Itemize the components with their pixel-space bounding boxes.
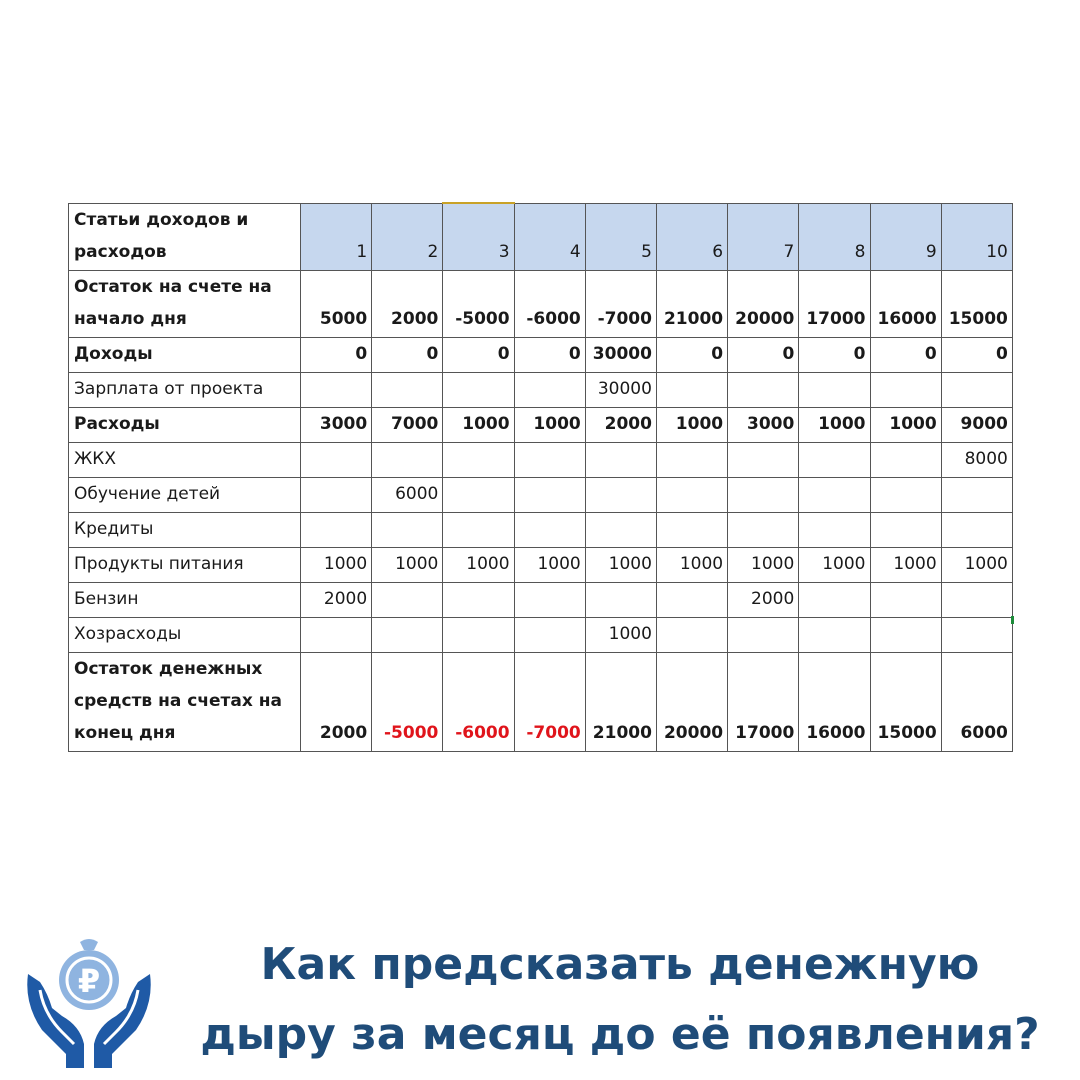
- day-header-cell: 8: [799, 203, 870, 270]
- value-cell: 6000: [941, 652, 1012, 751]
- day-header-cell: 7: [728, 203, 799, 270]
- value-cell: [870, 372, 941, 407]
- table-row: [69, 617, 1013, 652]
- value-cell: 1000: [870, 547, 941, 582]
- ruble-sign: ₽: [77, 962, 101, 1000]
- value-cell: 1000: [443, 407, 514, 442]
- value-cell: 1000: [514, 547, 585, 582]
- cash-flow-table: [68, 202, 1013, 752]
- header-label-cell: Статьи доходов и расходов: [69, 203, 301, 270]
- value-cell: 1000: [941, 547, 1012, 582]
- value-cell: 9000: [941, 407, 1012, 442]
- value-cell: [728, 512, 799, 547]
- value-cell: 0: [372, 337, 443, 372]
- value-cell: [656, 617, 727, 652]
- value-cell: [514, 372, 585, 407]
- day-header-cell: 4: [514, 203, 585, 270]
- value-cell: 3000: [301, 407, 372, 442]
- value-cell: [941, 512, 1012, 547]
- table-row: [69, 512, 1013, 547]
- table-row: [69, 270, 1013, 337]
- value-cell: [372, 372, 443, 407]
- table-row: [69, 337, 1013, 372]
- table-row: [69, 372, 1013, 407]
- value-cell: [656, 372, 727, 407]
- value-cell: [941, 477, 1012, 512]
- value-cell: [514, 477, 585, 512]
- value-cell: 17000: [728, 652, 799, 751]
- value-cell: [870, 512, 941, 547]
- value-cell: [656, 442, 727, 477]
- value-cell: [728, 617, 799, 652]
- value-cell: [870, 477, 941, 512]
- day-header-cell: 9: [870, 203, 941, 270]
- value-cell: [443, 512, 514, 547]
- day-header-cell: 5: [585, 203, 656, 270]
- page-headline: [180, 930, 1060, 1070]
- value-cell: -7000: [585, 270, 656, 337]
- value-cell: [799, 442, 870, 477]
- table-row: [69, 442, 1013, 477]
- value-cell: [443, 477, 514, 512]
- value-cell: 0: [870, 337, 941, 372]
- value-cell: [799, 372, 870, 407]
- value-cell: 30000: [585, 372, 656, 407]
- value-cell: 20000: [656, 652, 727, 751]
- value-cell: [656, 512, 727, 547]
- value-cell: [728, 372, 799, 407]
- value-cell: 1000: [514, 407, 585, 442]
- value-cell: 2000: [728, 582, 799, 617]
- day-header-cell: 1: [301, 203, 372, 270]
- row-label-cell: Обучение детей: [69, 477, 301, 512]
- value-cell: 2000: [585, 407, 656, 442]
- day-header-cell: 2: [372, 203, 443, 270]
- value-cell: [372, 512, 443, 547]
- value-cell: 1000: [728, 547, 799, 582]
- value-cell: 20000: [728, 270, 799, 337]
- row-label-cell: Доходы: [69, 337, 301, 372]
- value-cell: [514, 442, 585, 477]
- row-label-cell: Зарплата от проекта: [69, 372, 301, 407]
- value-cell: -6000: [443, 652, 514, 751]
- day-header-cell: 3: [443, 203, 514, 270]
- value-cell: [301, 442, 372, 477]
- value-cell: 1000: [799, 407, 870, 442]
- cell-marker: [1011, 616, 1014, 624]
- value-cell: 21000: [656, 270, 727, 337]
- value-cell: [799, 512, 870, 547]
- row-label-cell: ЖКХ: [69, 442, 301, 477]
- value-cell: 1000: [585, 547, 656, 582]
- value-cell: [443, 617, 514, 652]
- value-cell: [799, 617, 870, 652]
- table-row: [69, 582, 1013, 617]
- value-cell: 0: [514, 337, 585, 372]
- value-cell: 1000: [301, 547, 372, 582]
- table-row: [69, 547, 1013, 582]
- value-cell: 16000: [870, 270, 941, 337]
- value-cell: [514, 582, 585, 617]
- value-cell: 1000: [656, 407, 727, 442]
- value-cell: [301, 617, 372, 652]
- row-label-cell: Хозрасходы: [69, 617, 301, 652]
- value-cell: 2000: [301, 652, 372, 751]
- value-cell: [585, 512, 656, 547]
- value-cell: [585, 582, 656, 617]
- value-cell: [799, 477, 870, 512]
- value-cell: [301, 477, 372, 512]
- value-cell: 6000: [372, 477, 443, 512]
- row-label-cell: Продукты питания: [69, 547, 301, 582]
- value-cell: 1000: [870, 407, 941, 442]
- day-header-cell: 6: [656, 203, 727, 270]
- value-cell: 0: [799, 337, 870, 372]
- value-cell: [443, 442, 514, 477]
- value-cell: [372, 442, 443, 477]
- value-cell: -7000: [514, 652, 585, 751]
- value-cell: [870, 442, 941, 477]
- value-cell: [941, 617, 1012, 652]
- value-cell: [728, 442, 799, 477]
- value-cell: [514, 512, 585, 547]
- row-label-cell: Остаток денежных средств на счетах на конец дня: [69, 652, 301, 751]
- value-cell: 1000: [372, 547, 443, 582]
- value-cell: [585, 442, 656, 477]
- value-cell: 3000: [728, 407, 799, 442]
- value-cell: [372, 582, 443, 617]
- value-cell: 2000: [301, 582, 372, 617]
- table-row: [69, 652, 1013, 751]
- value-cell: [728, 477, 799, 512]
- value-cell: 17000: [799, 270, 870, 337]
- value-cell: 15000: [941, 270, 1012, 337]
- coin-icon: [59, 939, 119, 1010]
- value-cell: [372, 617, 443, 652]
- hands-holding-ruble-coin-icon: [22, 934, 156, 1068]
- value-cell: 2000: [372, 270, 443, 337]
- value-cell: 21000: [585, 652, 656, 751]
- value-cell: [870, 617, 941, 652]
- value-cell: 0: [941, 337, 1012, 372]
- value-cell: [443, 582, 514, 617]
- value-cell: 0: [656, 337, 727, 372]
- value-cell: [301, 372, 372, 407]
- table-row: [69, 477, 1013, 512]
- value-cell: [941, 582, 1012, 617]
- value-cell: 0: [301, 337, 372, 372]
- value-cell: 0: [728, 337, 799, 372]
- value-cell: 7000: [372, 407, 443, 442]
- value-cell: -5000: [443, 270, 514, 337]
- value-cell: 15000: [870, 652, 941, 751]
- table-header-row: [69, 203, 1013, 270]
- value-cell: 30000: [585, 337, 656, 372]
- value-cell: [301, 512, 372, 547]
- day-header-cell: 10: [941, 203, 1012, 270]
- value-cell: 1000: [585, 617, 656, 652]
- value-cell: [585, 477, 656, 512]
- value-cell: [656, 477, 727, 512]
- value-cell: [443, 372, 514, 407]
- value-cell: 0: [443, 337, 514, 372]
- row-label-cell: Кредиты: [69, 512, 301, 547]
- table-row: [69, 407, 1013, 442]
- value-cell: 5000: [301, 270, 372, 337]
- value-cell: [799, 582, 870, 617]
- row-label-cell: Остаток на счете на начало дня: [69, 270, 301, 337]
- headline-line-2: дыру за месяц до её появления?: [200, 1009, 1040, 1060]
- value-cell: [941, 372, 1012, 407]
- headline-line-1: Как предсказать денежную: [260, 939, 980, 990]
- value-cell: -6000: [514, 270, 585, 337]
- value-cell: -5000: [372, 652, 443, 751]
- row-label-cell: Бензин: [69, 582, 301, 617]
- table-body: [69, 203, 1013, 751]
- row-label-cell: Расходы: [69, 407, 301, 442]
- value-cell: [656, 582, 727, 617]
- value-cell: 1000: [656, 547, 727, 582]
- value-cell: 1000: [443, 547, 514, 582]
- value-cell: 16000: [799, 652, 870, 751]
- value-cell: [514, 617, 585, 652]
- value-cell: [870, 582, 941, 617]
- value-cell: 8000: [941, 442, 1012, 477]
- value-cell: 1000: [799, 547, 870, 582]
